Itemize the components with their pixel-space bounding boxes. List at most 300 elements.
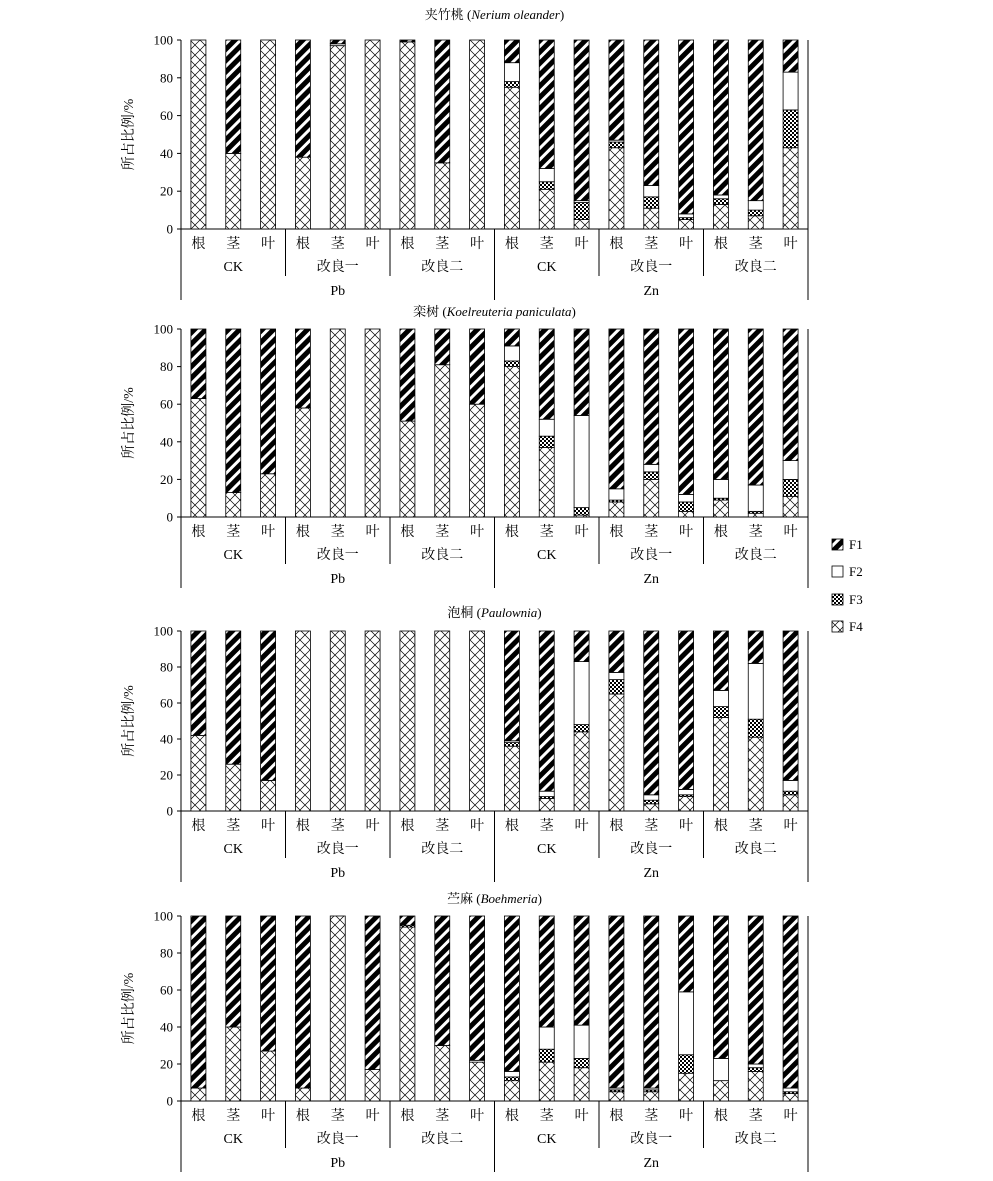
bar-segment-f3 — [574, 725, 589, 732]
x-tick-label: 叶 — [679, 1109, 694, 1124]
bar-segment-f1 — [191, 631, 206, 735]
bar-segment-f1 — [539, 916, 554, 1027]
bar-segment-f4 — [748, 737, 763, 811]
bar-segment-f4 — [574, 1068, 589, 1101]
bar-segment-f2 — [748, 485, 763, 511]
bar-segment-f1 — [504, 916, 519, 1071]
bar-segment-f3 — [713, 199, 728, 205]
x-tick-label: 根 — [504, 237, 519, 252]
x-tick-label: 茎 — [435, 1109, 450, 1124]
bar-segment-f1 — [609, 329, 624, 489]
bar-segment-f3 — [504, 1077, 519, 1081]
bar-segment-f4 — [226, 1027, 241, 1101]
y-tick-label: 100 — [153, 908, 173, 924]
x-tick-label: 茎 — [330, 525, 345, 540]
bar-segment-f4 — [539, 798, 554, 811]
metal-label: Pb — [330, 866, 346, 881]
bar-segment-f4 — [609, 1092, 624, 1101]
panel-2 — [120, 304, 808, 588]
x-tick-label: 叶 — [261, 525, 276, 540]
bar-segment-f4 — [261, 780, 276, 811]
x-tick-label: 叶 — [679, 237, 694, 252]
y-tick-label: 80 — [160, 659, 173, 675]
bar-segment-f2 — [783, 780, 798, 791]
bar-segment-f4 — [783, 1094, 798, 1101]
bar-segment-f4 — [539, 189, 554, 229]
treatment-label: 改良一 — [316, 842, 359, 857]
bar-segment-f1 — [644, 329, 659, 464]
treatment-label: CK — [537, 260, 557, 275]
bar-segment-f1 — [435, 329, 450, 365]
legend-label-f2: F2 — [849, 564, 863, 579]
bar-segment-f1 — [226, 40, 241, 153]
bar-segment-f4 — [191, 1088, 206, 1101]
panels — [120, 7, 808, 1172]
x-tick-label: 根 — [400, 1109, 415, 1124]
treatment-label: 改良二 — [734, 260, 777, 275]
bar-segment-f4 — [504, 87, 519, 229]
bar-segment-f4 — [435, 163, 450, 229]
bar-segment-f2 — [609, 489, 624, 500]
bar-segment-f2 — [679, 494, 694, 502]
bar-segment-f2 — [539, 419, 554, 436]
bar-segment-f4 — [261, 474, 276, 517]
metal-label: Zn — [643, 284, 660, 299]
treatment-label: 改良一 — [316, 1132, 359, 1147]
treatment-label: CK — [223, 548, 243, 563]
bar-segment-f4 — [261, 1051, 276, 1101]
metal-label: Zn — [643, 1156, 660, 1171]
x-tick-label: 根 — [400, 819, 415, 834]
y-tick-label: 40 — [160, 145, 173, 161]
x-tick-label: 根 — [609, 819, 624, 834]
panel-title-cn: 苎麻 ( — [447, 891, 481, 906]
bar-segment-f1 — [435, 916, 450, 1046]
x-tick-label: 根 — [191, 237, 206, 252]
x-tick-label: 根 — [191, 1109, 206, 1124]
legend-swatch-f1 — [832, 539, 843, 550]
bar-segment-f1 — [470, 916, 485, 1060]
y-tick-label: 80 — [160, 70, 173, 86]
bar-segment-f2 — [679, 992, 694, 1055]
bar-segment-f1 — [609, 916, 624, 1088]
x-tick-label: 叶 — [783, 237, 798, 252]
bar-segment-f3 — [539, 436, 554, 447]
x-tick-label: 茎 — [330, 819, 345, 834]
bar-segment-f1 — [713, 916, 728, 1058]
bar-segment-f1 — [574, 40, 589, 201]
treatment-label: 改良一 — [630, 842, 673, 857]
bar-segment-f1 — [748, 916, 763, 1064]
legend — [832, 537, 863, 634]
metal-label: Zn — [643, 866, 660, 881]
bar-segment-f2 — [713, 690, 728, 706]
bar-segment-f4 — [330, 631, 345, 811]
y-axis-label: 所占比例/% — [122, 972, 137, 1045]
bar-segment-f2 — [748, 1064, 763, 1068]
bar-segment-f4 — [365, 631, 380, 811]
bar-segment-f3 — [783, 479, 798, 496]
bar-segment-f1 — [713, 329, 728, 479]
x-tick-label: 根 — [400, 237, 415, 252]
x-tick-label: 根 — [609, 237, 624, 252]
bar-segment-f2 — [748, 663, 763, 719]
bar-segment-f4 — [295, 157, 310, 229]
x-tick-label: 茎 — [435, 237, 450, 252]
bar-segment-f4 — [713, 500, 728, 517]
bar-segment-f2 — [644, 795, 659, 800]
x-tick-label: 根 — [713, 237, 728, 252]
bar-segment-f3 — [574, 203, 589, 220]
bar-segment-f4 — [644, 208, 659, 229]
y-tick-label: 0 — [166, 1093, 173, 1109]
x-tick-label: 根 — [295, 819, 310, 834]
bar-segment-f4 — [400, 42, 415, 229]
bar-segment-f3 — [609, 680, 624, 694]
x-tick-label: 茎 — [435, 525, 450, 540]
treatment-label: 改良二 — [421, 548, 464, 563]
panel-4 — [120, 891, 808, 1172]
bar-segment-f1 — [191, 916, 206, 1088]
metal-label: Pb — [330, 284, 346, 299]
bar-segment-f1 — [295, 40, 310, 157]
bar-segment-f1 — [226, 916, 241, 1027]
bar-segment-f1 — [400, 329, 415, 421]
bar-segment-f4 — [713, 204, 728, 229]
bar-segment-f3 — [644, 800, 659, 804]
bar-segment-f3 — [504, 361, 519, 367]
treatment-label: 改良二 — [734, 1132, 777, 1147]
y-tick-label: 60 — [160, 108, 173, 124]
bar-segment-f1 — [783, 916, 798, 1088]
x-tick-label: 根 — [609, 525, 624, 540]
bar-segment-f2 — [574, 1025, 589, 1058]
x-tick-label: 叶 — [574, 237, 589, 252]
bar-segment-f4 — [679, 1073, 694, 1101]
y-axis-label: 所占比例/% — [122, 98, 137, 171]
treatment-label: 改良一 — [316, 548, 359, 563]
x-tick-label: 茎 — [748, 237, 763, 252]
treatment-label: 改良二 — [734, 842, 777, 857]
x-tick-label: 茎 — [330, 237, 345, 252]
panel-title-cn: 夹竹桃 ( — [424, 7, 472, 22]
x-tick-label: 茎 — [644, 237, 659, 252]
bar-segment-f4 — [609, 502, 624, 517]
treatment-label: 改良二 — [734, 548, 777, 563]
legend-label-f4: F4 — [849, 619, 863, 634]
bar-segment-f2 — [504, 346, 519, 361]
bar-segment-f4 — [470, 404, 485, 517]
bar-segment-f3 — [539, 1049, 554, 1062]
x-tick-label: 根 — [713, 525, 728, 540]
bar-segment-f1 — [574, 329, 589, 415]
legend-label-f1: F1 — [849, 537, 863, 552]
panel-title-cn: 泡桐 ( — [447, 605, 481, 620]
bar-segment-f3 — [574, 508, 589, 516]
bar-segment-f1 — [435, 40, 450, 163]
bar-segment-f1 — [261, 916, 276, 1051]
bar-segment-f1 — [748, 40, 763, 201]
bar-segment-f4 — [400, 421, 415, 517]
bar-segment-f1 — [504, 40, 519, 63]
bar-segment-f3 — [748, 1068, 763, 1072]
x-tick-label: 叶 — [679, 819, 694, 834]
bar-segment-f4 — [261, 40, 276, 229]
panel-title-latin: Paulownia — [480, 605, 538, 620]
x-tick-label: 根 — [713, 1109, 728, 1124]
panel-title: 泡桐 (Paulownia) — [447, 605, 542, 620]
bar-segment-f4 — [679, 220, 694, 229]
bar-segment-f1 — [783, 631, 798, 780]
bar-segment-f1 — [679, 631, 694, 789]
bar-segment-f2 — [713, 479, 728, 498]
bar-segment-f4 — [748, 513, 763, 517]
bar-segment-f4 — [783, 148, 798, 229]
bar-segment-f4 — [330, 916, 345, 1101]
y-axis-label: 所占比例/% — [122, 685, 137, 757]
bar-segment-f2 — [539, 169, 554, 182]
bar-segment-f1 — [470, 329, 485, 404]
bar-segment-f4 — [435, 1046, 450, 1102]
bar-segment-f4 — [295, 1088, 310, 1101]
bar-segment-f2 — [644, 464, 659, 472]
panel-title: 夹竹桃 (Nerium oleander) — [424, 7, 565, 22]
bar-segment-f1 — [748, 631, 763, 663]
bar-segment-f3 — [609, 142, 624, 148]
bar-segment-f4 — [783, 496, 798, 517]
bar-segment-f4 — [226, 764, 241, 811]
bar-segment-f1 — [400, 40, 415, 42]
treatment-label: 改良二 — [421, 842, 464, 857]
bar-segment-f4 — [191, 735, 206, 811]
bar-segment-f1 — [330, 40, 345, 44]
bar-segment-f3 — [644, 197, 659, 208]
x-tick-label: 叶 — [365, 525, 380, 540]
x-tick-label: 茎 — [644, 1109, 659, 1124]
y-tick-label: 40 — [160, 434, 173, 450]
bar-segment-f1 — [609, 631, 624, 672]
bar-segment-f4 — [470, 40, 485, 229]
bar-segment-f3 — [748, 210, 763, 216]
treatment-label: 改良二 — [421, 1132, 464, 1147]
bar-segment-f4 — [330, 46, 345, 229]
y-tick-label: 0 — [166, 509, 173, 525]
bar-segment-f4 — [539, 447, 554, 517]
x-tick-label: 叶 — [261, 237, 276, 252]
x-tick-label: 茎 — [226, 525, 241, 540]
bar-segment-f2 — [539, 1027, 554, 1049]
bar-segment-f4 — [574, 220, 589, 229]
y-tick-label: 40 — [160, 731, 173, 747]
bar-segment-f1 — [644, 40, 659, 186]
bar-segment-f1 — [295, 329, 310, 408]
bar-segment-f4 — [504, 1081, 519, 1101]
bar-segment-f3 — [504, 82, 519, 88]
panel-3 — [120, 605, 808, 882]
bar-segment-f1 — [261, 631, 276, 780]
bar-segment-f4 — [365, 1070, 380, 1101]
legend-swatch-f2 — [832, 566, 843, 577]
bar-segment-f1 — [679, 916, 694, 992]
x-tick-label: 叶 — [470, 525, 485, 540]
x-tick-label: 根 — [191, 525, 206, 540]
bar-segment-f1 — [713, 40, 728, 195]
x-tick-label: 叶 — [261, 819, 276, 834]
treatment-label: 改良一 — [630, 1132, 673, 1147]
bar-segment-f4 — [365, 329, 380, 517]
panel-title-latin: Nerium oleander — [471, 7, 560, 22]
y-tick-label: 100 — [153, 321, 173, 337]
bar-segment-f4 — [539, 1062, 554, 1101]
bar-segment-f4 — [644, 1092, 659, 1101]
x-tick-label: 叶 — [261, 1109, 276, 1124]
x-tick-label: 茎 — [748, 525, 763, 540]
bar-segment-f2 — [713, 1058, 728, 1080]
bar-segment-f4 — [644, 804, 659, 811]
bar-segment-f4 — [435, 365, 450, 517]
treatment-label: 改良二 — [421, 260, 464, 275]
x-tick-label: 根 — [400, 525, 415, 540]
bar-segment-f3 — [713, 707, 728, 718]
x-tick-label: 根 — [191, 819, 206, 834]
treatment-label: CK — [223, 1132, 243, 1147]
bar-segment-f4 — [679, 797, 694, 811]
x-tick-label: 茎 — [330, 1109, 345, 1124]
bar-segment-f4 — [783, 795, 798, 811]
panel-title-latin: Boehmeria — [480, 891, 538, 906]
panel-title-latin: Koelreuteria paniculata — [446, 304, 572, 319]
bar-segment-f1 — [679, 329, 694, 494]
x-tick-label: 叶 — [574, 525, 589, 540]
x-tick-label: 叶 — [574, 1109, 589, 1124]
y-tick-label: 60 — [160, 695, 173, 711]
bar-segment-f1 — [226, 631, 241, 764]
x-tick-label: 叶 — [470, 819, 485, 834]
y-tick-label: 80 — [160, 359, 173, 375]
bar-segment-f2 — [574, 662, 589, 725]
bar-segment-f4 — [713, 1081, 728, 1101]
bar-segment-f1 — [191, 329, 206, 399]
bar-segment-f4 — [713, 717, 728, 811]
y-tick-label: 100 — [153, 32, 173, 48]
metal-label: Zn — [643, 572, 660, 587]
treatment-label: CK — [223, 260, 243, 275]
bar-segment-f4 — [470, 631, 485, 811]
bar-segment-f1 — [713, 631, 728, 690]
bar-segment-f1 — [574, 631, 589, 662]
x-tick-label: 叶 — [574, 819, 589, 834]
bar-segment-f2 — [504, 63, 519, 82]
x-tick-label: 茎 — [644, 525, 659, 540]
bar-segment-f4 — [191, 40, 206, 229]
treatment-label: CK — [537, 842, 557, 857]
bar-segment-f4 — [295, 408, 310, 517]
treatment-label: 改良一 — [630, 260, 673, 275]
bar-segment-f2 — [679, 789, 694, 794]
bar-segment-f1 — [539, 40, 554, 169]
y-tick-label: 0 — [166, 221, 173, 237]
y-tick-label: 20 — [160, 471, 173, 487]
bar-segment-f1 — [365, 916, 380, 1070]
bar-segment-f1 — [261, 329, 276, 474]
y-tick-label: 40 — [160, 1019, 173, 1035]
metal-label: Pb — [330, 572, 346, 587]
bar-segment-f3 — [783, 791, 798, 795]
bar-segment-f1 — [226, 329, 241, 493]
bar-segment-f2 — [539, 791, 554, 796]
x-tick-label: 根 — [713, 819, 728, 834]
bar-segment-f4 — [226, 153, 241, 229]
bar-segment-f2 — [609, 672, 624, 679]
bar-segment-f2 — [644, 186, 659, 197]
x-tick-label: 茎 — [226, 819, 241, 834]
bar-segment-f3 — [783, 110, 798, 148]
treatment-label: CK — [223, 842, 243, 857]
bar-segment-f1 — [539, 631, 554, 791]
metal-label: Pb — [330, 1156, 346, 1171]
bar-segment-f4 — [748, 216, 763, 229]
panel-1 — [120, 7, 808, 300]
legend-swatch-f4 — [832, 621, 843, 632]
x-tick-label: 根 — [295, 525, 310, 540]
bar-segment-f4 — [400, 631, 415, 811]
bar-segment-f4 — [504, 367, 519, 517]
x-tick-label: 茎 — [435, 819, 450, 834]
x-tick-label: 根 — [504, 525, 519, 540]
bar-segment-f3 — [679, 1055, 694, 1074]
x-tick-label: 根 — [295, 237, 310, 252]
treatment-label: CK — [537, 548, 557, 563]
bar-segment-f1 — [504, 329, 519, 346]
bar-segment-f4 — [365, 40, 380, 229]
x-tick-label: 叶 — [783, 525, 798, 540]
bar-segment-f4 — [609, 694, 624, 811]
bar-segment-f1 — [295, 916, 310, 1088]
bar-segment-f3 — [644, 472, 659, 480]
bar-segment-f1 — [783, 40, 798, 72]
y-tick-label: 20 — [160, 767, 173, 783]
bar-segment-f2 — [504, 1071, 519, 1077]
x-tick-label: 叶 — [365, 237, 380, 252]
x-tick-label: 根 — [609, 1109, 624, 1124]
bar-segment-f4 — [330, 329, 345, 517]
bar-segment-f4 — [679, 511, 694, 517]
x-tick-label: 茎 — [539, 819, 554, 834]
y-tick-label: 60 — [160, 982, 173, 998]
bar-segment-f3 — [574, 1058, 589, 1067]
x-tick-label: 叶 — [365, 1109, 380, 1124]
bar-segment-f2 — [574, 415, 589, 507]
bar-segment-f1 — [783, 329, 798, 461]
bar-segment-f4 — [574, 732, 589, 811]
y-tick-label: 80 — [160, 945, 173, 961]
treatment-label: 改良一 — [630, 548, 673, 563]
bar-segment-f4 — [295, 631, 310, 811]
bar-segment-f3 — [504, 743, 519, 747]
bar-segment-f3 — [748, 719, 763, 737]
bar-segment-f2 — [748, 201, 763, 210]
x-tick-label: 茎 — [539, 1109, 554, 1124]
x-tick-label: 茎 — [226, 1109, 241, 1124]
bar-segment-f1 — [539, 329, 554, 419]
x-tick-label: 茎 — [748, 819, 763, 834]
bar-segment-f4 — [609, 148, 624, 229]
x-tick-label: 叶 — [470, 237, 485, 252]
x-tick-label: 叶 — [365, 819, 380, 834]
x-tick-label: 茎 — [644, 819, 659, 834]
bar-segment-f3 — [539, 182, 554, 190]
bar-segment-f4 — [435, 631, 450, 811]
